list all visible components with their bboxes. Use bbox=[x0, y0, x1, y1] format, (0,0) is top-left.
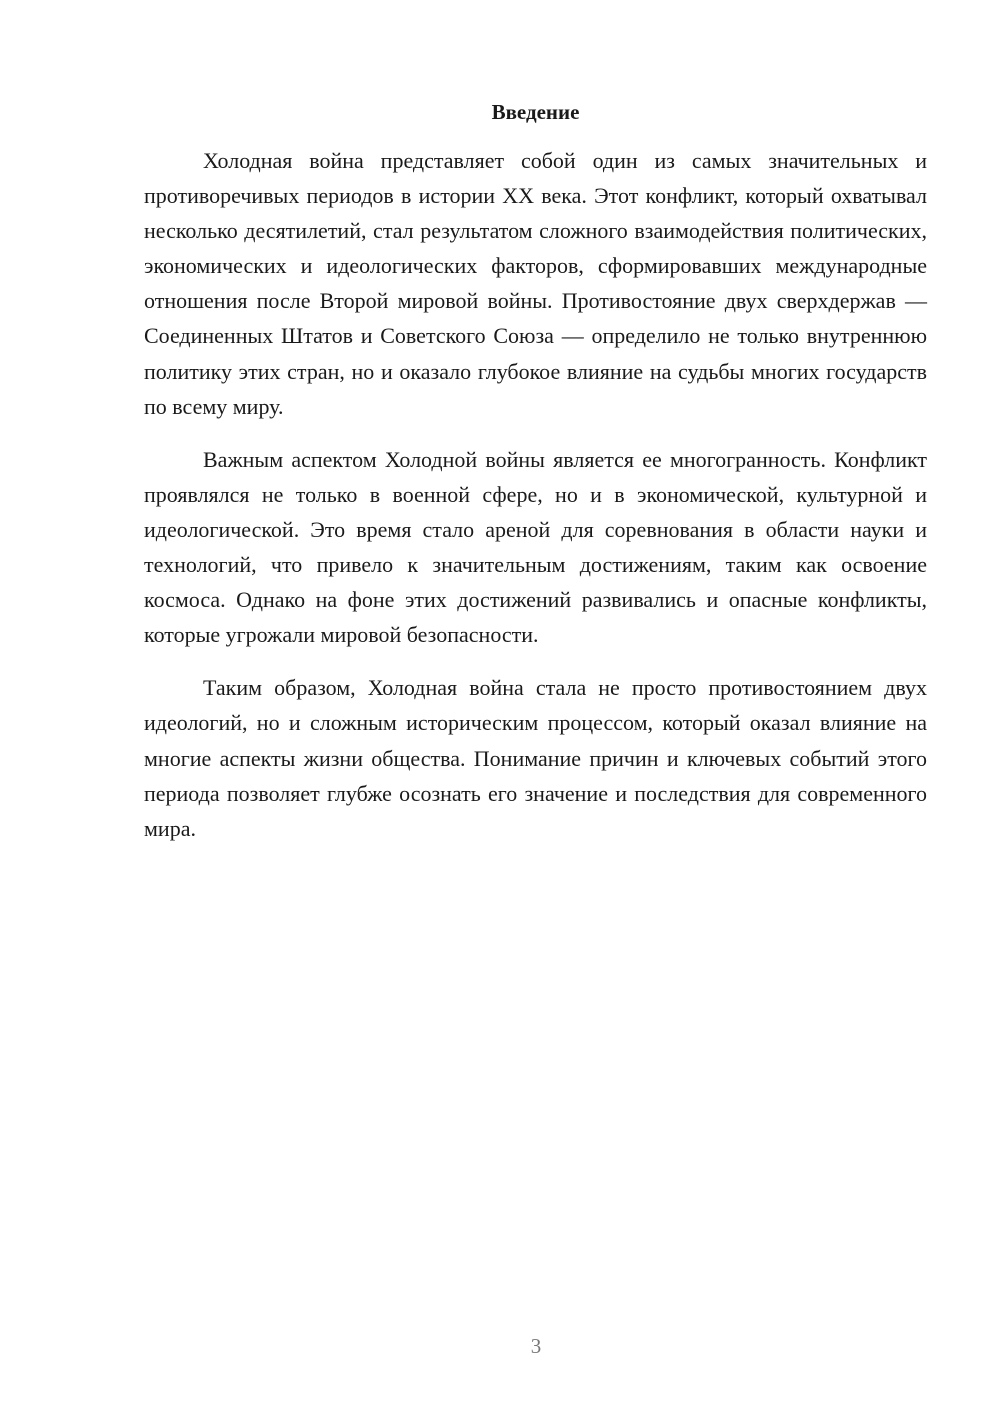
paragraph-3: Таким образом, Холодная война стала не просто противостоянием двух идеологий, но и сложным историческим процессом, который оказал влияние на многие аспекты жизни общества. Понимание причин и ключевых событий этого периода позволяет глубже осознать его значение и последствия для современного мира. bbox=[144, 675, 927, 841]
paragraph-1: Холодная война представляет собой один из самых значительных и противоречивых периодов в истории XX века. Этот конфликт, который охватывал несколько десятилетий, стал результатом сложного взаимодействия политических, экономических и идеологических факторов, сформировавших международные отношения после Второй мировой войны. Противостояние двух сверхдержав — Соединенных Штатов и Советского Союза — определило не только внутреннюю политику этих стран, но и оказало глубокое влияние на судьбы многих государств по всему миру. bbox=[144, 148, 927, 419]
paragraph-2: Важным аспектом Холодной войны является ее многогранность. Конфликт проявлялся не только в военной сфере, но и в экономической, культурной и идеологической. Это время стало ареной для соревнования в области науки и технологий, что привело к значительным достижениям, таким как освоение космоса. Однако на фоне этих достижений развивались и опасные конфликты, которые угрожали мировой безопасности. bbox=[144, 446, 927, 648]
document-body bbox=[144, 143, 927, 864]
page-number: 3 bbox=[530, 1334, 542, 1358]
page-title: Введение bbox=[491, 100, 580, 124]
